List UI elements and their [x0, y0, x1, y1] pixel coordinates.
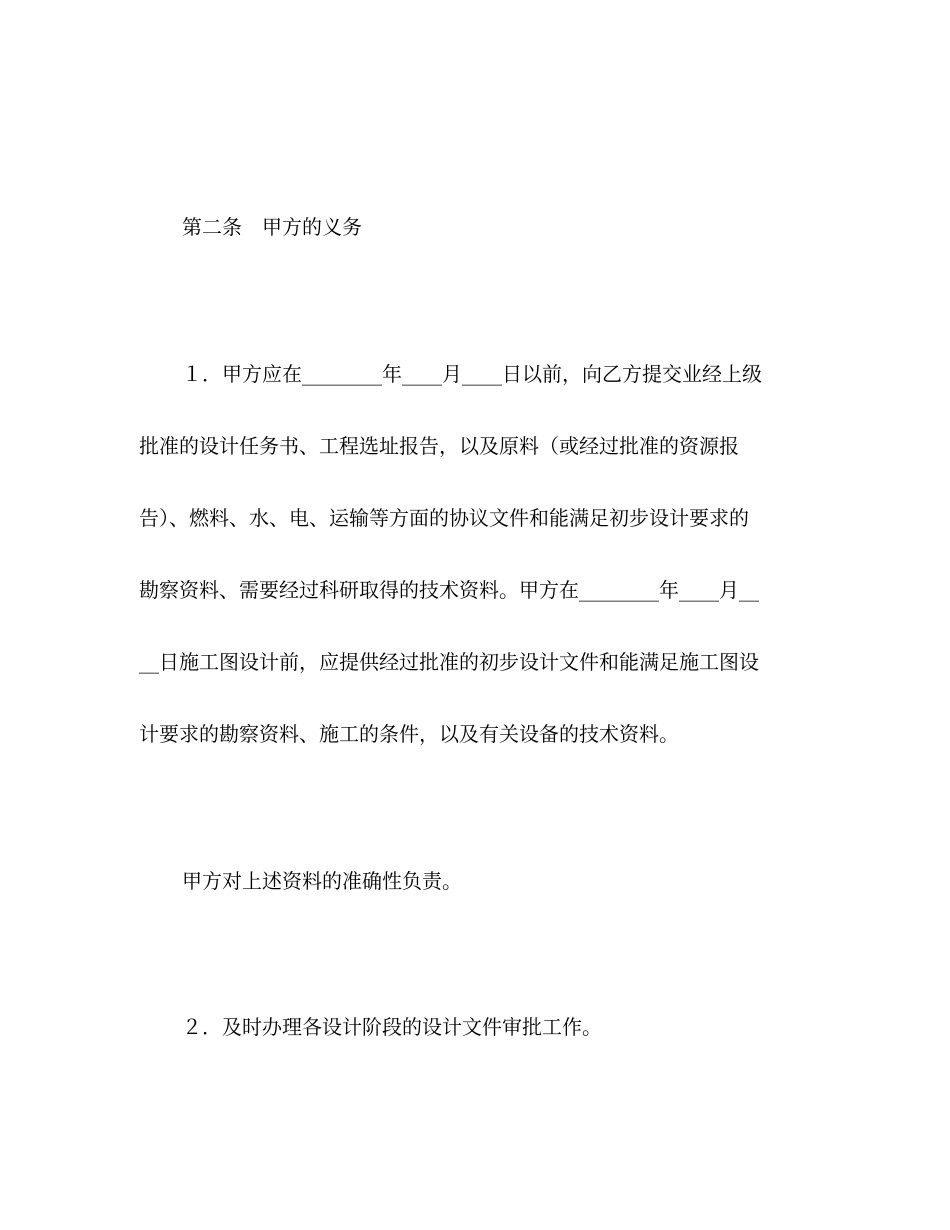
- paragraph-2: 甲方对上述资料的准确性负责。: [182, 869, 462, 893]
- paragraph-1-line-6: 计要求的勘察资料、施工的条件，以及有关设备的技术资料。: [139, 722, 679, 746]
- paragraph-3: ２．及时办理各设计阶段的设计文件审批工作。: [182, 1015, 602, 1039]
- article-heading: 第二条 甲方的义务: [182, 215, 362, 239]
- paragraph-1-line-2: 批准的设计任务书、工程选址报告，以及原料（或经过批准的资源报: [139, 434, 739, 458]
- paragraph-1-line-4: 勘察资料、需要经过科研取得的技术资料。甲方在________年____月__: [139, 578, 759, 602]
- paragraph-1-line-3: 告）、燃料、水、电、运输等方面的协议文件和能满足初步设计要求的: [139, 506, 749, 530]
- paragraph-1-line-5: __日施工图设计前，应提供经过批准的初步设计文件和能满足施工图设: [139, 650, 759, 674]
- paragraph-1-line-1: １．甲方应在________年____月____日以前，向乙方提交业经上级: [182, 362, 762, 386]
